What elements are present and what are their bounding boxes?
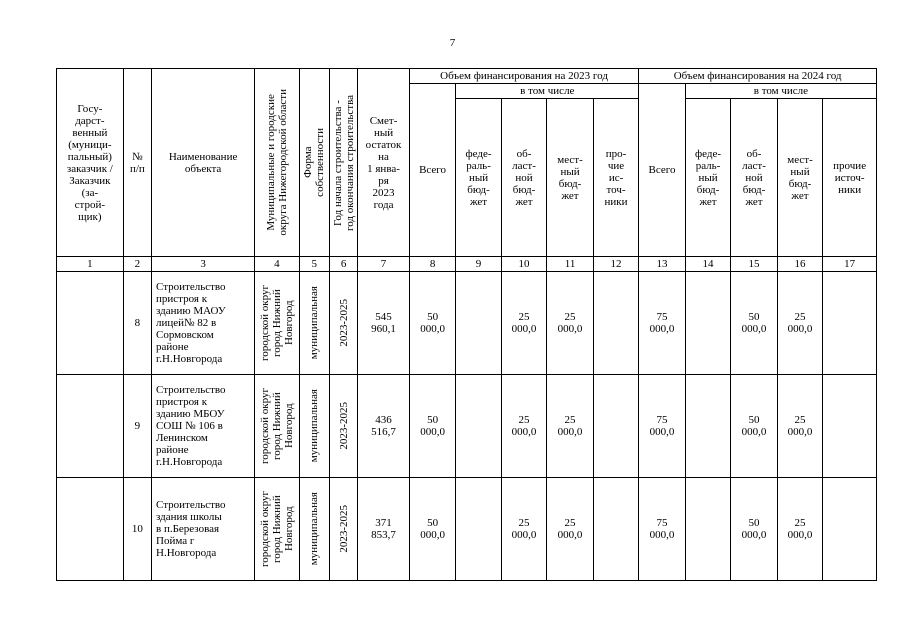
cell-total-2024: 75 000,0 — [639, 375, 686, 478]
cell-customer — [57, 272, 124, 375]
header-local-2024: мест- ный бюд- жет — [777, 99, 822, 257]
ownership-text: муниципальная — [308, 286, 321, 360]
cell-regional-2023: 25 000,0 — [501, 478, 546, 581]
municipality-text: городской округ город Нижний Новгород — [258, 284, 295, 362]
cell-federal-2024 — [685, 375, 730, 478]
years-text: 2023-2025 — [337, 299, 350, 347]
cell-years — [329, 478, 357, 581]
page-number: 7 — [449, 37, 456, 49]
years-text: 2023-2025 — [337, 402, 350, 450]
header-years-cell — [329, 69, 357, 257]
header-total-2023: Всего — [409, 84, 456, 257]
col-num: 3 — [152, 257, 255, 272]
cell-federal-2024 — [685, 272, 730, 375]
header-municipality: Муниципальные и городские округа Нижегородской области — [264, 89, 289, 236]
cell-total-2023: 50 000,0 — [409, 375, 456, 478]
cell-federal-2023 — [456, 478, 501, 581]
cell-ownership — [299, 375, 329, 478]
municipality-text: городской округ город Нижний Новгород — [258, 490, 295, 568]
column-number-row — [57, 257, 877, 272]
header-fin-2024: Объем финансирования на 2024 год — [639, 69, 877, 84]
header-regional-2023: об- ласт- ной бюд- жет — [501, 99, 546, 257]
col-num: 15 — [731, 257, 778, 272]
financing-table — [56, 68, 877, 581]
col-num: 10 — [501, 257, 546, 272]
cell-local-2023: 25 000,0 — [547, 375, 594, 478]
cell-num: 10 — [123, 478, 151, 581]
header-incl-2024: в том числе — [685, 84, 876, 99]
col-num: 17 — [823, 257, 877, 272]
col-num: 1 — [57, 257, 124, 272]
header-row-1 — [57, 69, 877, 84]
cell-num: 9 — [123, 375, 151, 478]
cell-other-2024 — [823, 272, 877, 375]
cell-other-2023 — [593, 272, 639, 375]
cell-federal-2023 — [456, 272, 501, 375]
col-num: 7 — [358, 257, 410, 272]
municipality-text: городской округ город Нижний Новгород — [258, 387, 295, 465]
cell-object-name: Строительство пристроя к зданию МБОУ СОШ № 106 в Ленинском районе г.Н.Новгорода — [152, 375, 255, 478]
cell-other-2024 — [823, 375, 877, 478]
years-text: 2023-2025 — [337, 505, 350, 553]
header-federal-2024: феде- раль- ный бюд- жет — [685, 99, 730, 257]
cell-regional-2023: 25 000,0 — [501, 272, 546, 375]
header-local-2023: мест- ный бюд- жет — [547, 99, 594, 257]
cell-municipality — [255, 375, 299, 478]
col-num: 16 — [777, 257, 822, 272]
header-fin-2023: Объем финансирования на 2023 год — [409, 69, 638, 84]
cell-total-2023: 50 000,0 — [409, 272, 456, 375]
col-num: 5 — [299, 257, 329, 272]
cell-customer — [57, 478, 124, 581]
cell-federal-2024 — [685, 478, 730, 581]
header-federal-2023: феде- раль- ный бюд- жет — [456, 99, 501, 257]
header-remainder: Смет- ный остаток на 1 янва- ря 2023 года — [358, 69, 410, 257]
col-num: 13 — [639, 257, 686, 272]
cell-customer — [57, 375, 124, 478]
cell-regional-2024: 50 000,0 — [731, 375, 778, 478]
cell-regional-2024: 50 000,0 — [731, 272, 778, 375]
col-num: 11 — [547, 257, 594, 272]
cell-object-name: Строительство здания школы в п.Березовая Пойма г Н.Новгорода — [152, 478, 255, 581]
header-object-name: Наименование объекта — [152, 69, 255, 257]
header-other-2024: прочие источ- ники — [823, 99, 877, 257]
cell-local-2024: 25 000,0 — [777, 478, 822, 581]
col-num: 6 — [329, 257, 357, 272]
cell-other-2023 — [593, 478, 639, 581]
cell-years — [329, 272, 357, 375]
header-customer: Госу- дарст- венный (муници- пальный) заказчик / Заказчик (за- строй- щик) — [57, 69, 124, 257]
cell-years — [329, 375, 357, 478]
header-incl-2023: в том числе — [456, 84, 639, 99]
cell-local-2023: 25 000,0 — [547, 272, 594, 375]
cell-total-2024: 75 000,0 — [639, 272, 686, 375]
cell-federal-2023 — [456, 375, 501, 478]
cell-municipality — [255, 272, 299, 375]
cell-remainder: 371 853,7 — [358, 478, 410, 581]
cell-ownership — [299, 478, 329, 581]
col-num: 2 — [123, 257, 151, 272]
cell-local-2023: 25 000,0 — [547, 478, 594, 581]
table-row — [57, 478, 877, 581]
cell-municipality — [255, 478, 299, 581]
cell-total-2024: 75 000,0 — [639, 478, 686, 581]
cell-remainder: 436 516,7 — [358, 375, 410, 478]
col-num: 8 — [409, 257, 456, 272]
cell-other-2023 — [593, 375, 639, 478]
header-municipality-cell — [255, 69, 299, 257]
header-other-2023: про- чие ис- точ- ники — [593, 99, 639, 257]
cell-total-2023: 50 000,0 — [409, 478, 456, 581]
header-total-2024: Всего — [639, 84, 686, 257]
table-row — [57, 375, 877, 478]
table-row — [57, 272, 877, 375]
ownership-text: муниципальная — [308, 492, 321, 566]
header-ownership-cell — [299, 69, 329, 257]
header-num: № п/п — [123, 69, 151, 257]
cell-object-name: Строительство пристроя к зданию МАОУ лицей№ 82 в Сормовском районе г.Н.Новгорода — [152, 272, 255, 375]
cell-num: 8 — [123, 272, 151, 375]
cell-regional-2023: 25 000,0 — [501, 375, 546, 478]
col-num: 9 — [456, 257, 501, 272]
col-num: 12 — [593, 257, 639, 272]
col-num: 4 — [255, 257, 299, 272]
cell-other-2024 — [823, 478, 877, 581]
cell-local-2024: 25 000,0 — [777, 272, 822, 375]
header-regional-2024: об- ласт- ной бюд- жет — [731, 99, 778, 257]
cell-regional-2024: 50 000,0 — [731, 478, 778, 581]
ownership-text: муниципальная — [308, 389, 321, 463]
header-years: Год начала строительства - год окончания строительства — [331, 94, 356, 231]
cell-local-2024: 25 000,0 — [777, 375, 822, 478]
header-ownership: Форма собственности — [302, 128, 327, 197]
cell-ownership — [299, 272, 329, 375]
cell-remainder: 545 960,1 — [358, 272, 410, 375]
col-num: 14 — [685, 257, 730, 272]
